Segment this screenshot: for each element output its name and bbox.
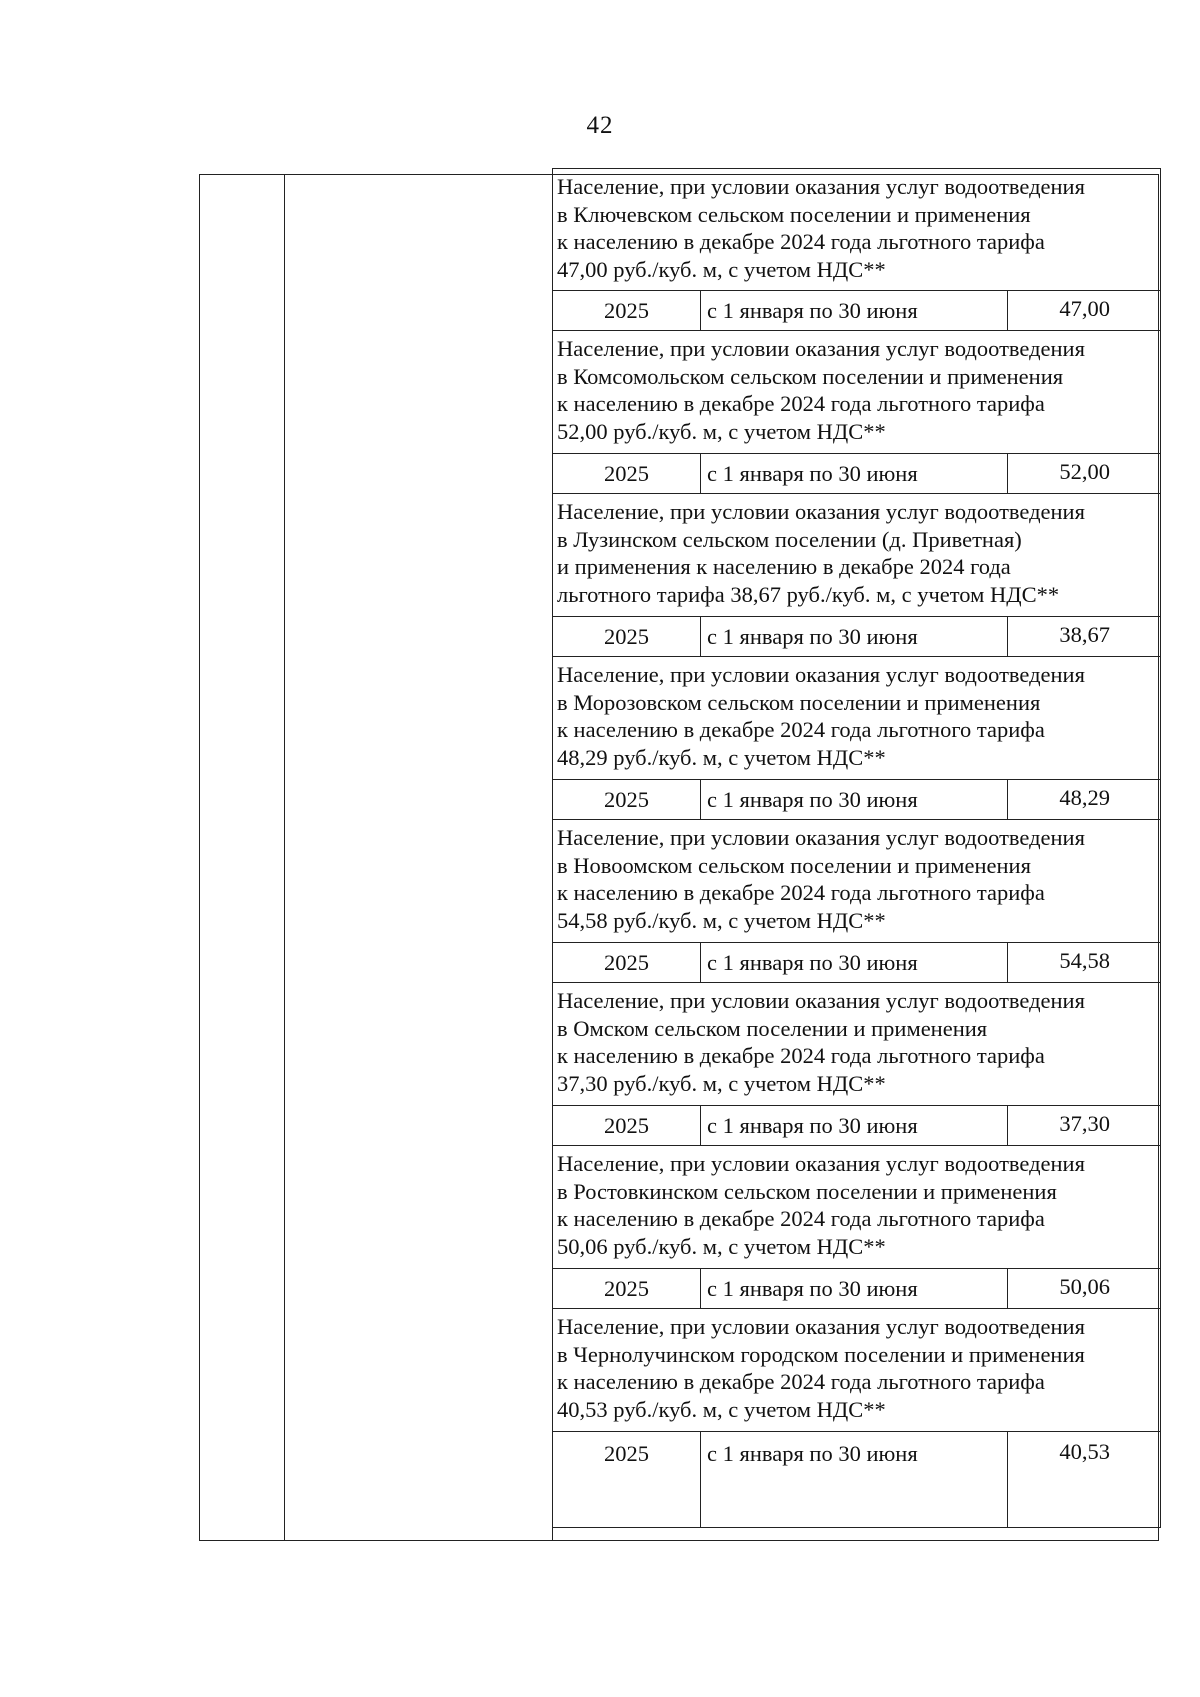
tariff-rate-row: [552, 290, 1161, 331]
tariff-rate-row: [552, 1105, 1161, 1146]
tariff-period: с 1 января по 30 июня: [701, 1269, 1008, 1308]
tariff-year: 2025: [553, 943, 701, 982]
column-divider: [284, 175, 285, 1540]
tariff-year: 2025: [553, 617, 701, 656]
tariff-period: с 1 января по 30 июня: [701, 454, 1008, 493]
tariff-year: 2025: [553, 1432, 701, 1527]
tariff-value: 50,06: [1059, 1274, 1110, 1299]
tariff-rate-row: [552, 779, 1161, 820]
tariff-value: 47,00: [1059, 296, 1110, 321]
tariff-block: [552, 1309, 1161, 1528]
tariff-value: 37,30: [1059, 1111, 1110, 1136]
tariff-period: с 1 января по 30 июня: [701, 291, 1008, 330]
page-number: 42: [586, 112, 614, 139]
tariff-block: [552, 820, 1161, 983]
tariff-year: 2025: [553, 1106, 701, 1145]
tariff-block: [552, 983, 1161, 1146]
tariff-period: с 1 января по 30 июня: [701, 617, 1008, 656]
tariff-year: 2025: [553, 291, 701, 330]
tariff-period: с 1 января по 30 июня: [701, 943, 1008, 982]
tariff-year: 2025: [553, 1269, 701, 1308]
tariff-period: с 1 января по 30 июня: [701, 1432, 1008, 1527]
tariff-description: Население, при условии оказания услуг водоотведения в Лузинском сельском поселении (д. Приветная) и применения к населению в декабре 2024 года льготного тарифа 38,67 руб./куб. м, с учетом НДС**: [552, 494, 1161, 616]
tariff-value: 40,53: [1059, 1439, 1110, 1464]
tariff-description: Население, при условии оказания услуг водоотведения в Комсомольском сельском поселении и применения к населению в декабре 2024 года льготного тарифа 52,00 руб./куб. м, с учетом НДС**: [552, 331, 1161, 453]
tariff-value: 54,58: [1059, 948, 1110, 973]
tariff-value: 52,00: [1059, 459, 1110, 484]
tariff-period: с 1 января по 30 июня: [701, 1106, 1008, 1145]
tariff-rate-row: [552, 942, 1161, 983]
tariff-description: Население, при условии оказания услуг водоотведения в Ключевском сельском поселении и применения к населению в декабре 2024 года льготного тарифа 47,00 руб./куб. м, с учетом НДС**: [552, 168, 1161, 290]
tariff-block: [552, 1146, 1161, 1309]
tariff-value: 38,67: [1059, 622, 1110, 647]
tariff-description: Население, при условии оказания услуг водоотведения в Морозовском сельском поселении и применения к населению в декабре 2024 года льготного тарифа 48,29 руб./куб. м, с учетом НДС**: [552, 657, 1161, 779]
tariff-rate-row: [552, 616, 1161, 657]
tariff-block: [552, 168, 1161, 331]
tariff-year: 2025: [553, 454, 701, 493]
tariff-description: Население, при условии оказания услуг водоотведения в Ростовкинском сельском поселении и применения к населению в декабре 2024 года льготного тарифа 50,06 руб./куб. м, с учетом НДС**: [552, 1146, 1161, 1268]
tariff-rate-row: [552, 453, 1161, 494]
tariff-period: с 1 января по 30 июня: [701, 780, 1008, 819]
tariff-year: 2025: [553, 780, 701, 819]
tariff-description: Население, при условии оказания услуг водоотведения в Новоомском сельском поселении и применения к населению в декабре 2024 года льготного тарифа 54,58 руб./куб. м, с учетом НДС**: [552, 820, 1161, 942]
tariff-block: [552, 657, 1161, 820]
tariff-rate-row: [552, 1268, 1161, 1309]
tariff-block: [552, 494, 1161, 657]
tariff-description: Население, при условии оказания услуг водоотведения в Омском сельском поселении и применения к населению в декабре 2024 года льготного тарифа 37,30 руб./куб. м, с учетом НДС**: [552, 983, 1161, 1105]
tariff-description: Население, при условии оказания услуг водоотведения в Чернолучинском городском поселении и применения к населению в декабре 2024 года льготного тарифа 40,53 руб./куб. м, с учетом НДС**: [552, 1309, 1161, 1431]
tariff-blocks: [552, 168, 1161, 1528]
tariff-block: [552, 331, 1161, 494]
tariff-rate-row: [552, 1431, 1161, 1528]
tariff-value: 48,29: [1059, 785, 1110, 810]
